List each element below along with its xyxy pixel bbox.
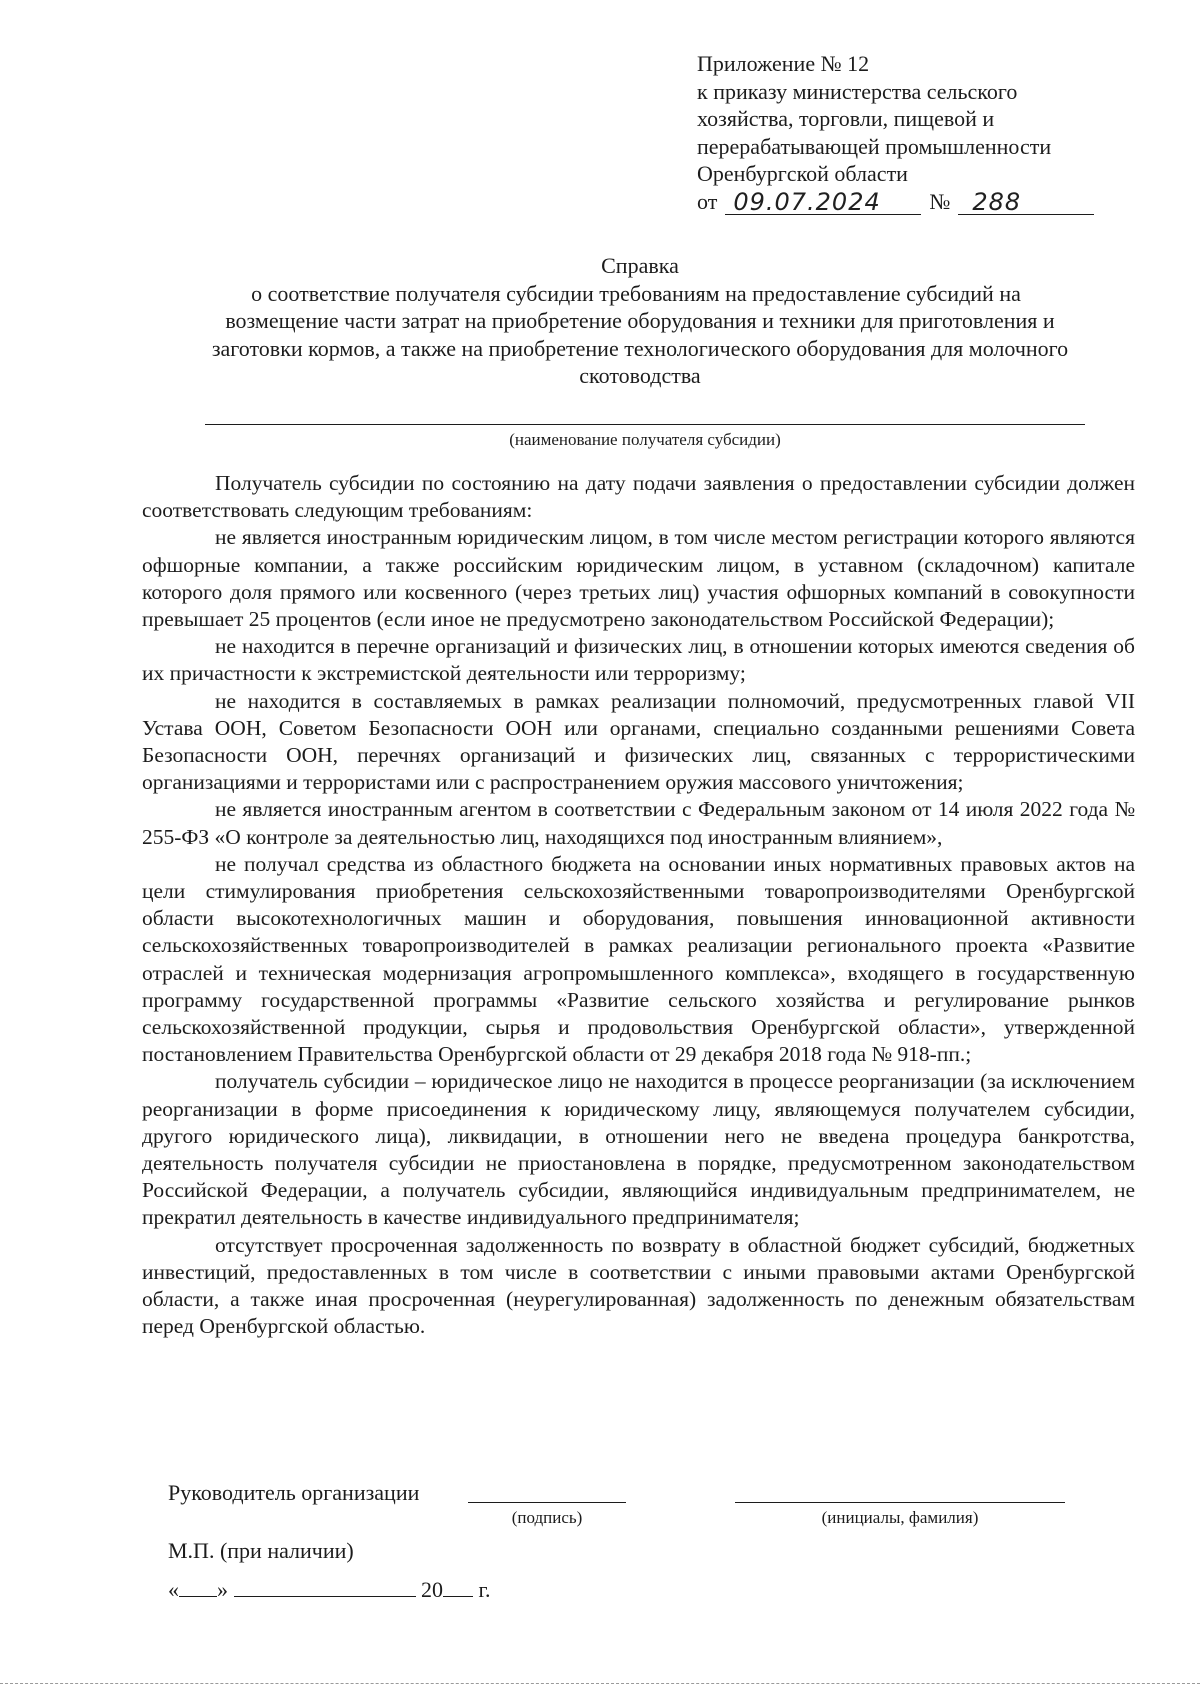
requirement-2: не находится в перечне организаций и физических лиц, в отношении которых имеются сведения об их причастности к экстремистской деятельности или терроризму;	[142, 634, 1135, 686]
requirement-4: не является иностранным агентом в соответствии с Федеральным законом от 14 июля 2022 года № 255-ФЗ «О контроле за деятельностью лиц, находящихся под иностранным влиянием»,	[142, 797, 1135, 849]
requirement-1: не является иностранным юридическим лицом, в том числе местом регистрации которого являются офшорные компании, а также российским юридическим лицом, в уставном (складочном) капитале которого доля прямого или косвенного (через третьих лиц) участия офшорных компаний в совокупности превышает 25 процентов (если иное не предусмотрено законодательством Российской Федерации);	[142, 525, 1135, 632]
year-prefix: 20	[421, 1577, 443, 1602]
title-line-2: возмещение части затрат на приобретение оборудования и техники для приготовления и	[225, 308, 1055, 333]
year-suffix: г.	[478, 1577, 491, 1602]
requirement-3: не находится в составляемых в рамках реализации полномочий, предусмотренных главой VII Устава ООН, Советом Безопасности ООН или органами, специально созданными решениями Совета Безопасности ООН, перечнях организаций и физических лиц, связанных с террористическими организациями и террористами или с распространением оружия массового уничтожения;	[142, 688, 1135, 795]
scan-edge-line	[0, 1683, 1200, 1684]
title-line-1: о соответствие получателя субсидии требованиям на предоставление субсидий на	[251, 280, 1021, 306]
date-prefix: от	[697, 188, 718, 214]
appendix-number: Приложение № 12	[697, 51, 870, 76]
title-heading: Справка	[601, 253, 679, 278]
document-body	[142, 470, 1135, 1341]
name-caption: (инициалы, фамилия)	[821, 1508, 979, 1527]
body-intro: Получатель субсидии по состоянию на дату подачи заявления о предоставлении субсидии должен соответствовать следующим требованиям:	[142, 471, 1135, 523]
date-close-quote: »	[217, 1577, 228, 1602]
recipient-name-line	[205, 424, 1085, 425]
stamp-label: М.П. (при наличии)	[168, 1538, 354, 1563]
number-sign: №	[929, 188, 951, 214]
appendix-header	[697, 50, 1117, 215]
order-number-handwritten: 288	[972, 188, 1022, 216]
order-date-line	[697, 188, 1117, 216]
date-open-quote: «	[168, 1577, 179, 1602]
title-line-4: скотоводства	[579, 363, 701, 388]
signature-date	[168, 1574, 491, 1603]
month-blank	[234, 1574, 416, 1597]
recipient-caption: (наименование получателя субсидии)	[509, 430, 781, 449]
appendix-line-5: Оренбургской области	[697, 161, 908, 186]
order-date-field	[725, 190, 921, 215]
order-number-field	[958, 190, 1094, 215]
appendix-line-3: хозяйства, торговли, пищевой и	[697, 106, 995, 131]
day-blank	[179, 1574, 217, 1597]
document-title	[170, 252, 1110, 390]
appendix-line-2: к приказу министерства сельского	[697, 78, 1018, 104]
requirement-5: не получал средства из областного бюджета на основании иных нормативных правовых актов на цели стимулирования приобретения сельскохозяйственными товаропроизводителями Оренбургской области высокотехнологичных машин и оборудования, повышения инновационной активности сельскохозяйственных товаропроизводителей в рамках реализации регионального проекта «Развитие отраслей и техническая модернизация агропромышленного комплекса», входящего в государственную программу государственной программы «Развитие сельского хозяйства и регулирование рынков сельскохозяйственной продукции, сырья и продовольствия Оренбургской области», утвержденной постановлением Правительства Оренбургской области от 29 декабря 2018 года № 918-пп.;	[142, 851, 1135, 1067]
requirement-7: отсутствует просроченная задолженность по возврату в областной бюджет субсидий, бюджетных инвестиций, предоставленных в том числе в соответствии с иными правовыми актами Оренбургской области, а также иная просроченная (неурегулированная) задолженность по денежным обязательствам перед Оренбургской областью.	[142, 1232, 1135, 1339]
appendix-line-4: перерабатывающей промышленности	[697, 133, 1052, 159]
title-line-3: заготовки кормов, а также на приобретение технологического оборудования для молочного	[211, 335, 1069, 361]
signature-caption: (подпись)	[511, 1508, 583, 1527]
year-blank	[443, 1574, 473, 1597]
head-of-organization-label: Руководитель организации	[168, 1480, 420, 1505]
requirement-6: получатель субсидии – юридическое лицо не находится в процессе реорганизации (за исключением реорганизации в форме присоединения к юридическому лицу, являющемуся получателем субсидии, другого юридического лица), ликвидации, в отношении него не введена процедура банкротства, деятельность получателя субсидии не приостановлена в порядке, предусмотренном законодательством Российской Федерации, а получатель субсидии, являющийся индивидуальным предпринимателем, не прекратил деятельность в качестве индивидуального предпринимателя;	[142, 1069, 1135, 1230]
order-date-handwritten: 09.07.2024	[733, 188, 881, 216]
name-line	[735, 1502, 1065, 1503]
signature-line	[468, 1502, 626, 1503]
